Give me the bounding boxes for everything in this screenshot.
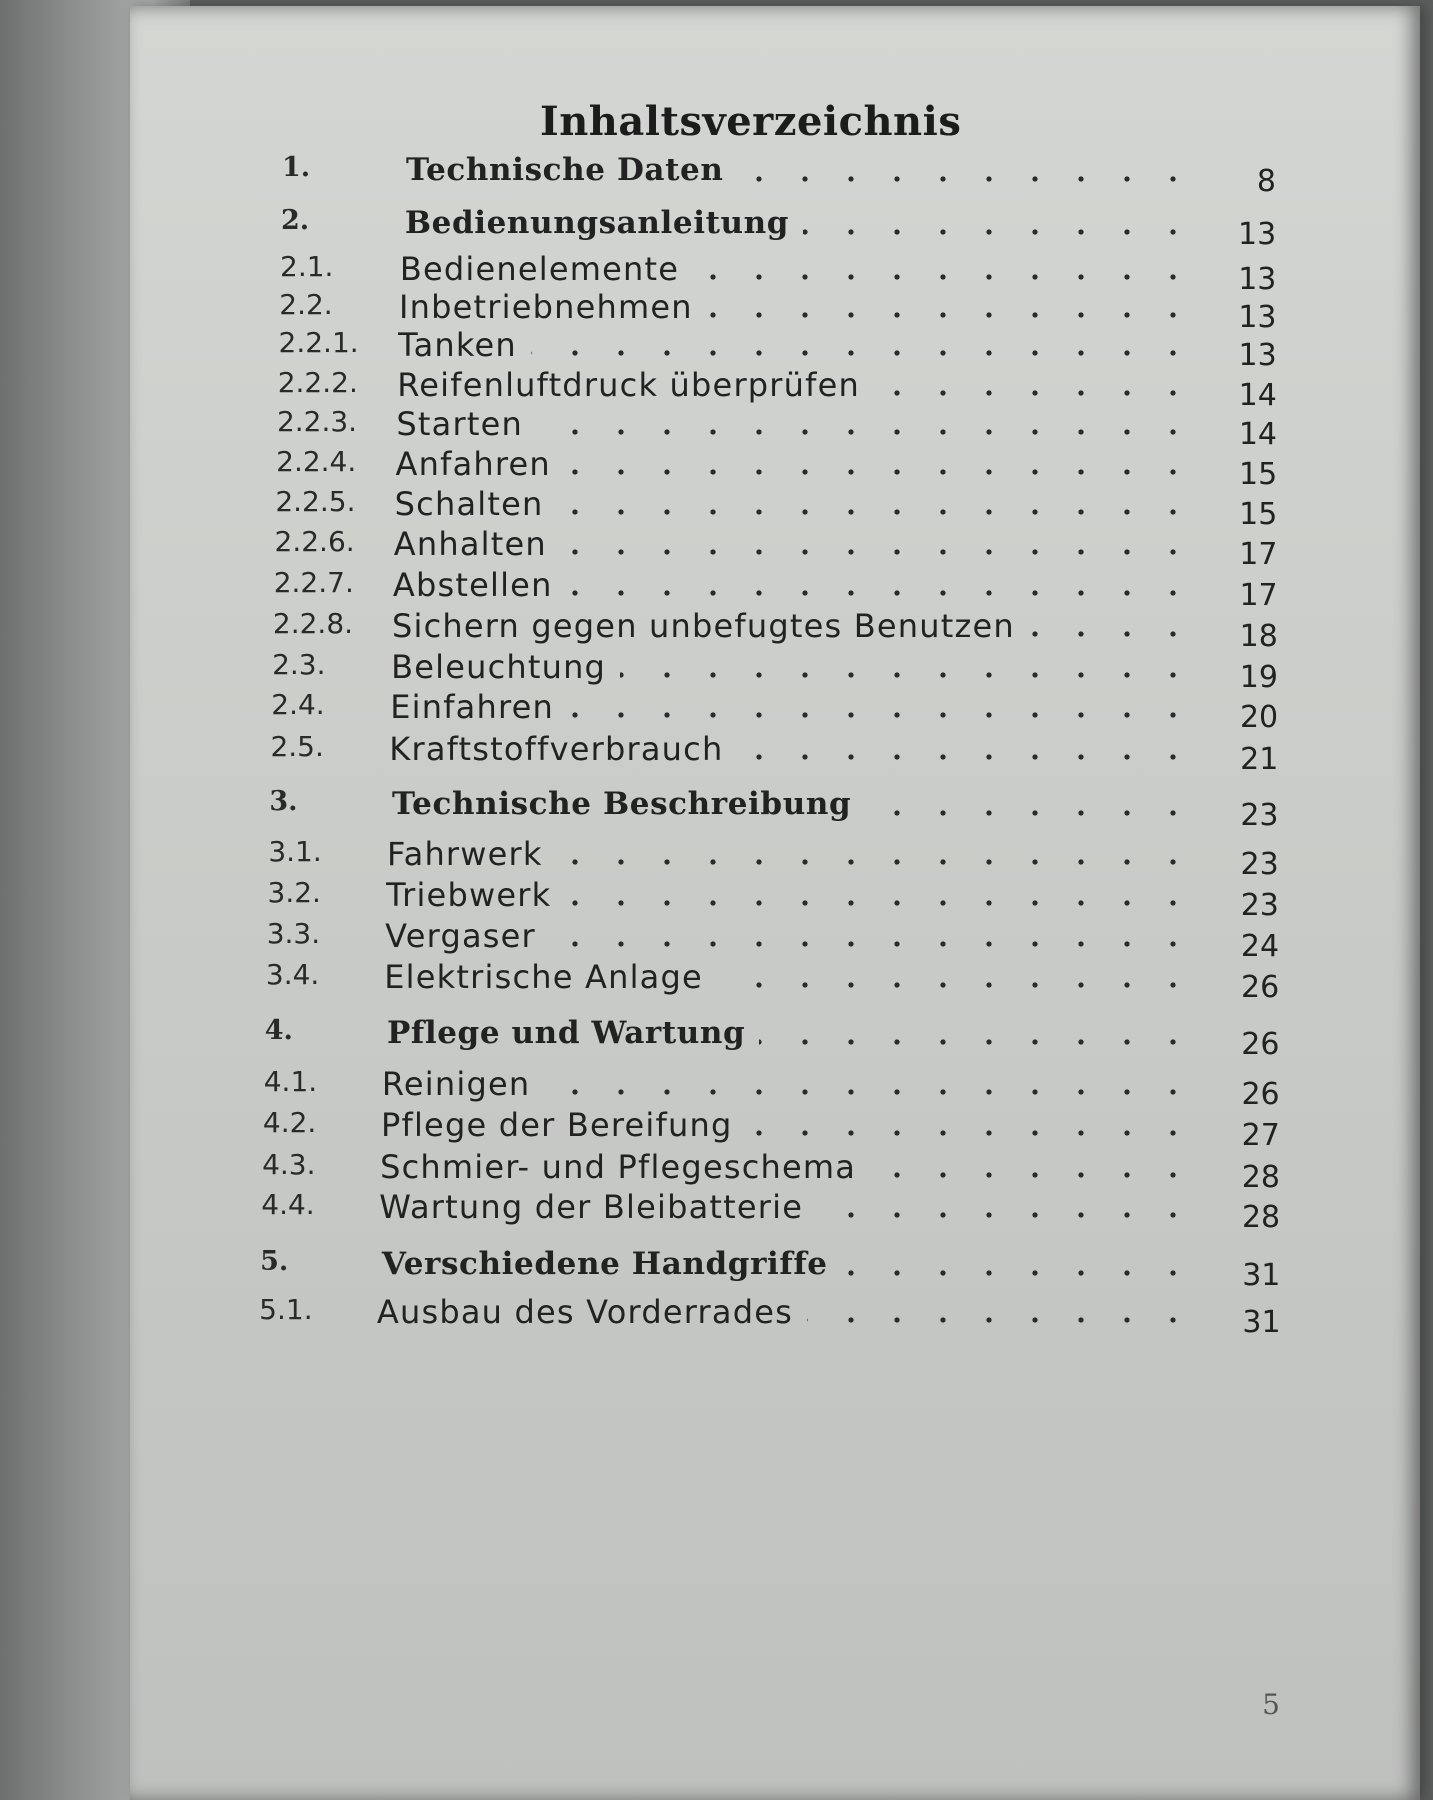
toc-entry-title: Ausbau des Vorderrades [376, 1293, 793, 1331]
toc-entry-title: Beleuchtung [391, 648, 607, 686]
page-number: 5 [1262, 1688, 1280, 1721]
toc-entry-page: 24 [1240, 929, 1280, 964]
toc-entry [0, 730, 1433, 777]
toc-entry [0, 205, 1433, 252]
dot-leader [717, 972, 1196, 998]
toc-entry [0, 1188, 1433, 1235]
toc-entry-number: 2.1. [280, 250, 334, 283]
toc-entry-title: Fahrwerk [386, 835, 543, 873]
toc-entry [0, 525, 1433, 572]
toc-entry-page: 14 [1238, 417, 1277, 452]
toc-entry [0, 1293, 1433, 1340]
toc-entry-page: 26 [1241, 1077, 1280, 1112]
toc-entry-title: Bedienungsanleitung [404, 205, 790, 241]
toc-entry-page: 13 [1238, 217, 1277, 252]
toc-entry-number: 5.1. [259, 1293, 313, 1326]
toc-entry [0, 607, 1433, 654]
toc-entry [0, 688, 1433, 735]
toc-entry-number: 1. [282, 152, 311, 183]
toc-entry-title: Tanken [398, 326, 517, 364]
toc-entry-title: Schalten [394, 485, 544, 523]
toc-entry-page: 21 [1240, 742, 1279, 777]
toc-entry [0, 786, 1433, 833]
dot-leader [537, 419, 1196, 445]
toc-entry [0, 1148, 1433, 1195]
dot-leader [842, 1260, 1196, 1286]
toc-entry-number: 3.2. [267, 876, 321, 909]
toc-entry-title: Anfahren [395, 445, 551, 483]
dot-leader [874, 380, 1196, 406]
toc-entry-title: Bedienelemente [399, 250, 680, 288]
dot-leader [561, 539, 1196, 565]
toc-entry-number: 4.3. [262, 1148, 316, 1181]
dot-leader [565, 459, 1196, 485]
toc-entry-page: 31 [1242, 1305, 1281, 1340]
dot-leader [707, 302, 1196, 328]
toc-entry [0, 250, 1433, 297]
toc-entry-page: 19 [1239, 660, 1278, 695]
dot-leader [544, 1079, 1196, 1105]
toc-entry [0, 566, 1433, 613]
toc-entry [0, 1246, 1433, 1293]
toc-entry [0, 366, 1433, 413]
toc-entry-page: 13 [1238, 338, 1277, 373]
toc-entry-page: 28 [1241, 1200, 1281, 1235]
toc-entry [0, 1106, 1433, 1153]
toc-entry [0, 917, 1433, 964]
toc-entry-title: Technische Daten [406, 152, 724, 188]
toc-entry-number: 2.4. [271, 688, 325, 721]
toc-entry-page: 28 [1241, 1160, 1280, 1195]
toc-entry-number: 4. [264, 1015, 293, 1046]
toc-entry-number: 2.2.6. [274, 525, 355, 558]
page-title: Inhaltsverzeichnis [540, 98, 962, 145]
toc-entry-page: 27 [1241, 1118, 1280, 1153]
toc-entry-title: Inbetriebnehmen [399, 288, 693, 326]
toc-entry [0, 405, 1433, 452]
toc-entry-title: Einfahren [390, 688, 554, 726]
dot-leader [557, 849, 1196, 875]
toc-entry-page: 14 [1238, 378, 1277, 413]
toc-entry-page: 15 [1239, 497, 1278, 532]
dot-leader [550, 931, 1196, 957]
toc-entry-number: 3.1. [268, 835, 322, 868]
toc-entry-page: 20 [1239, 700, 1279, 735]
toc-entry-number: 2.2. [279, 288, 333, 321]
toc-entry [0, 445, 1433, 492]
dot-leader [558, 499, 1196, 525]
dot-leader [1029, 621, 1196, 647]
toc-entry-number: 2.3. [272, 648, 326, 681]
toc-entry-number: 3.4. [265, 958, 320, 991]
toc-entry-number: 4.4. [261, 1188, 315, 1221]
toc-entry [0, 152, 1433, 199]
toc-entry-title: Triebwerk [386, 876, 552, 914]
dot-leader [620, 662, 1196, 688]
toc-entry-number: 2.2.1. [278, 326, 359, 359]
toc-entry [0, 958, 1433, 1005]
toc-entry-title: Wartung der Bleibatterie [379, 1188, 804, 1226]
dot-leader [803, 219, 1196, 245]
toc-entry-number: 2.2.7. [273, 566, 354, 599]
dot-leader [746, 1120, 1196, 1146]
toc-entry-title: Kraftstoffverbrauch [389, 730, 724, 768]
toc-entry-title: Vergaser [385, 917, 536, 955]
toc-entry-page: 26 [1241, 970, 1280, 1005]
dot-leader [807, 1307, 1196, 1333]
toc-entry-number: 4.2. [262, 1106, 317, 1139]
toc-entry-page: 23 [1240, 847, 1279, 882]
toc-entry-title: Pflege und Wartung [387, 1015, 746, 1051]
toc-entry-title: Starten [396, 405, 523, 443]
toc-entry-number: 3.3. [266, 917, 321, 950]
toc-entry-page: 8 [1256, 164, 1276, 199]
toc-entry-number: 2.2.5. [275, 485, 356, 518]
toc-entry-number: 2.2.4. [276, 445, 357, 478]
toc-entry [0, 1015, 1433, 1062]
toc-entry-page: 15 [1238, 457, 1278, 492]
dot-leader [817, 1202, 1196, 1228]
toc-entry-title: Anhalten [393, 525, 547, 563]
toc-entry-page: 23 [1240, 798, 1279, 833]
dot-leader [565, 890, 1196, 916]
dot-leader [693, 264, 1196, 290]
dot-leader [568, 702, 1196, 728]
toc-entry-title: Reifenluftdruck überprüfen [397, 366, 860, 404]
toc-entry-number: 2. [280, 205, 310, 236]
toc-entry-number: 2.5. [270, 730, 324, 763]
toc-entry-title: Pflege der Bereifung [381, 1106, 733, 1144]
toc-entry-number: 4.1. [263, 1065, 318, 1098]
dot-leader [738, 166, 1196, 192]
toc-entry-title: Sichern gegen unbefugtes Benutzen [391, 607, 1015, 645]
toc-entry [0, 288, 1433, 335]
toc-entry-page: 23 [1240, 888, 1279, 923]
toc-entry-title: Schmier- und Pflegeschema [380, 1148, 857, 1186]
toc-entry-number: 5. [260, 1246, 289, 1277]
toc-entry-page: 26 [1241, 1027, 1280, 1062]
dot-leader [759, 1029, 1196, 1055]
toc-entry [0, 876, 1433, 923]
toc-entry-title: Abstellen [392, 566, 553, 604]
toc-entry-page: 17 [1239, 578, 1278, 613]
toc-entry-title: Elektrische Anlage [384, 958, 703, 996]
toc-entry-title: Verschiedene Handgriffe [381, 1246, 828, 1282]
toc-entry [0, 1065, 1433, 1112]
dot-leader [870, 1162, 1196, 1188]
dot-leader [567, 580, 1196, 606]
toc-entry-page: 17 [1239, 537, 1278, 572]
toc-entry-title: Technische Beschreibung [392, 786, 852, 822]
toc-entry-page: 18 [1239, 619, 1278, 654]
dot-leader [531, 340, 1196, 366]
toc-entry-number: 2.2.2. [277, 366, 358, 399]
toc-entry [0, 835, 1433, 882]
toc-entry-number: 2.2.8. [272, 607, 354, 640]
toc-entry-number: 2.2.3. [276, 405, 358, 438]
toc-entry-page: 31 [1242, 1258, 1281, 1293]
toc-entry [0, 326, 1433, 373]
toc-entry-title: Reinigen [381, 1065, 531, 1103]
toc-entry [0, 648, 1433, 695]
toc-entry-number: 3. [269, 786, 298, 817]
toc-entry-page: 13 [1238, 262, 1277, 297]
dot-leader [865, 800, 1196, 826]
dot-leader [737, 744, 1196, 770]
toc-entry [0, 485, 1433, 532]
toc-entry-page: 13 [1238, 300, 1277, 335]
